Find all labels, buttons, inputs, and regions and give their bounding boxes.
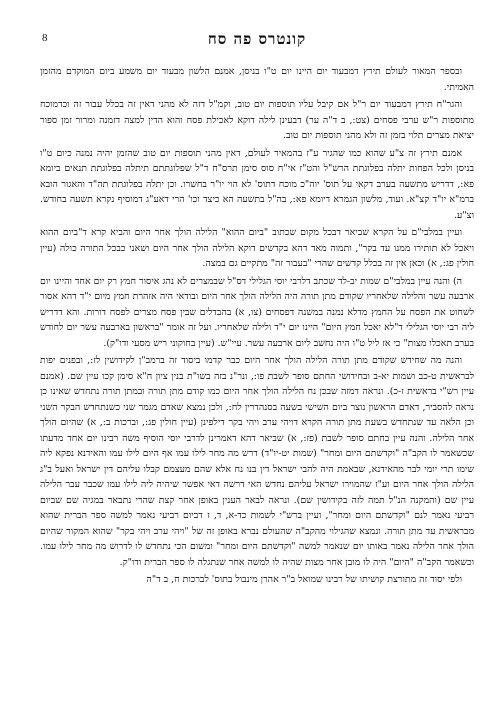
paragraph: ועיין במלבי"ם על הקרא שביאר דבכל מקום שכתוב "ביום ההוא" הלילה הולך אחר היום והביא קרא ד"ביום ההוא ויאכל לא תותירו ממנו עד בקר", ותמוה מאד דהא בקדשים דוקא הלילה הולך אחר היום ושאני כבכל התורה כולה (עיין חולין פג:, א) וכאן אין זה בכלל קדשים שהרי "בעבור זה" מתקיים גם במצה. <box>40 227 474 269</box>
paragraph: והגר"ח תירץ דמבעוד יום ר"ל אם קיבל עליו תוספות יום טוב, וקמ"ל דזה לא מהני דאין זה בכלל עבור זה וכדמוכח מתוספות ר"ש ערבי פסחים (צט:, ב ד"ה ער) דבעינן לילה דוקא לאכילת פסח והוא הדין למצה דזמנה ומרור זמן ספור יציאת מצרים תלוי בזמן זה ולא מהני תוספות יום טוב. <box>40 99 474 141</box>
paragraph: אמנם תירץ זה צ"ע שהוא כמו שהגיר ע"ז בהמאיר לעולם, דאין מהני תוספות יום טוב שהזמן יהיה נמנה כיום ט"ו בניסן ולכל הפחות יתלה בפלוגתת הרש"ל והט"ז אי"ח סוס סימן תרס"ח ד"ל שפלוגתתם תיתלה בפלוגתת תנאים ביומא פא:, דדריש מתשעה בערב דקאי על תוס' יוה"כ מוכח דתוס' לא הוי יו"ר בחשרו. וכן יתלה בפלוגתת תה"ד והאגור הובא ברמ"א יו"ד קצ"א. ועוד, מלשון הגמרא דיומא פא:, בה"ל בתשעה הא כיצד וכו' הרי דאע"ג דמוסיף נקרא תשעה בחודש. וצ"ע. <box>40 147 474 221</box>
paragraph: ובספר המאור לעולם תירץ דמבעוד יום היינו יום ט"ו בניסן, אמנם הלשון מבעוד יום משמע ביום המוקדם מהזמן האמיתי. <box>40 66 474 93</box>
paragraph: והנה מה שחידש שקודם מתן תורה הלילה הולך אחר היום כבר קדמו ביסוד זה ברמב"ן לקידושין לז:, ובפנים יפות לבראשית ט-כב ושמות יא-ב ובחידושי החתם סופר לשבת פו:, ונר"נ בזה בשו"ת בנין ציון ח"א סימן קכו עיין שם. (אמנם עיין רש"י בראשית ז-כ). ונראה דמזה שבכן נח הלילה הולך אחר היום כמו קודם מתן תורה ובמתן תורה נתחדש שאינו כן נראה להסביר, דאדם הראשון נוצר ביום השישי בשעה בסנהדרין לח:, ולכן נמצא שאדם מגמר שני כשנתחדש הבקר השני וכן הלאה עד שנתחדש בשעת מתן תורה הקרא דויהי ערב ויהי בקר דילפינן (עיין חולין פג:, וברכות ב:, א) שהיום הולך אחר הלילה. והנה עיין בחתם סופר לשבת (פז:, א) שביאר דהא דאמרינן לדרבי יוסי הוסיף משה רבינו יום אחד מדעתו שכשאמר לו הקב"ה "וקדשתם היום ומחר" (שמות יט-יו"ד) דרש מה מחר לילו עמו אף היום לילו עמו והאידנא נפקא ליה שימו תרי יומי לבר מהאידנא, שבאמת היה להבי ישראל דין בנו נח אלא שהם מעצמם קבלו עליהם דין ישראל ואעל ב"ג הלילה הולך אחר היום וע"ז שהמוירו ישראל עליהם נחדש האי דרשה דאי אפשר שיהיה ליה לילו עמו שכבר עבר הלילה עיין שם (והמקנה הנ"ל תמה לזה בקידושין שם). ונראה לבאר הענין באופן אחר קצת שהרי נתבאר במגיה שם שביום רביעי נאמר לנם "וקדשתם היום ומחר", ועיין ברש"י לשמות כד-א, ד, ז דביום רביעי נאמר למשה ספר הברית שהוא מבראשית עד מתן תורה. ונמצא שהגילוי מהקב"ה שהעולם נברא באופן זה של "ויהי ערב ויהי בקר" שהוא המקור שהיום הולך אחר הלילה נאמר באותו יום שנאמר למשה "וקדשתם היום ומחר" ומשום הכי נתחדש לו לדרוש מה מחר לילו עמו. וכשאמר הקב"ה "היום" היה לו מובן אחר מצות שהיה לו למשה אחר שנתגלה לו ספר הברית ודו"ק. <box>40 355 474 568</box>
paragraph: ה) והנה עיין במלבי"ם שמות יב-לד שכתב דלרבי יוסי הגלילי דס"ל שבמצרים לא נהג איסור חמץ רק יום אחד והיינו יום ארבעה עשר והלילה שלאחריו שקודם מתן תורה היה הלילה הולך אחר היום ובודאי היה אזהרת חמץ מיום י"ד דהא אסור לשחוט את הפסח על החמץ מדלא נמנה במשנה דפסחים (צו, א) בהבדלים שבין פסח מצרים לפסח דורות. והא דדריש ליה רבי יוסי הגלילי ד"לא יאכל חמץ היום" היינו יום י"ד ולילה שלאחריו. ועל זה אומר "בראשון בארבעה עשר יום לחודש בערב תאכלו מצות" כי אז ליל ט"ו היה נחשב ליום ארבעה עשר. עיי"ש. (עיין בחוקוני ריש מסעי ודו"ק). <box>40 275 474 349</box>
body-text <box>40 64 474 588</box>
page-title: קונטרס פה סח <box>207 30 307 48</box>
paragraph: ולפי יסוד זה מתורצת קושיתו של רבינו שמואל ב"ר אהרן מינבול בתוס' לברכות ח, ב ד"ה <box>146 574 462 585</box>
page-number: 8 <box>42 32 48 44</box>
page-header <box>40 30 474 54</box>
